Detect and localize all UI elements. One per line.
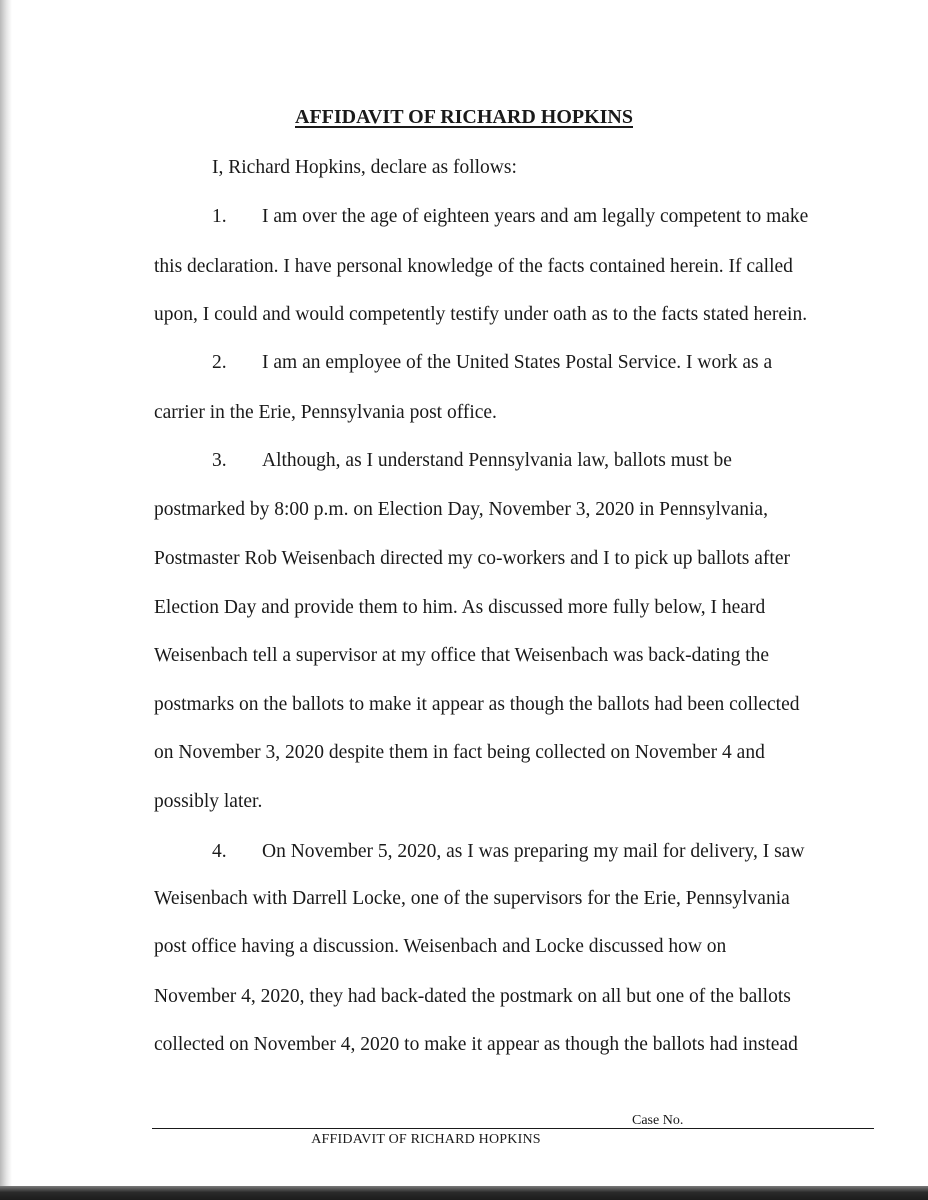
- paragraph-1-line-1: I am over the age of eighteen years and am legally competent to make: [262, 206, 809, 227]
- paragraph-3-line-1: Although, as I understand Pennsylvania law, ballots must be: [262, 450, 732, 471]
- paragraph-number-1: 1.: [212, 206, 227, 227]
- paragraph-3-line-2: postmarked by 8:00 p.m. on Election Day, November 3, 2020 in Pennsylvania,: [154, 499, 768, 520]
- paragraph-4-line-4: November 4, 2020, they had back-dated the postmark on all but one of the ballots: [154, 986, 791, 1007]
- paragraph-4-line-3: post office having a discussion. Weisenbach and Locke discussed how on: [154, 936, 727, 957]
- paragraph-3-line-8: possibly later.: [154, 791, 263, 812]
- paragraph-3-line-5: Weisenbach tell a supervisor at my office that Weisenbach was back-dating the: [154, 645, 770, 666]
- footer-title-text: AFFIDAVIT OF RICHARD HOPKINS: [311, 1132, 541, 1147]
- paragraph-3-line-4: Election Day and provide them to him. As discussed more fully below, I heard: [154, 597, 766, 618]
- paragraph-1-line-3: upon, I could and would competently testify under oath as to the facts stated herein.: [154, 304, 808, 325]
- paragraph-3-line-3: Postmaster Rob Weisenbach directed my co-workers and I to pick up ballots after: [154, 548, 790, 569]
- paragraph-4-line-1: On November 5, 2020, as I was preparing my mail for delivery, I saw: [262, 841, 805, 862]
- page-bottom-edge: [0, 1186, 928, 1200]
- paragraph-2-line-2: carrier in the Erie, Pennsylvania post office.: [154, 402, 497, 423]
- paragraph-3-line-6: postmarks on the ballots to make it appear as though the ballots had been collected: [154, 694, 800, 715]
- paragraph-2-line-1: I am an employee of the United States Postal Service. I work as a: [262, 352, 773, 373]
- paragraph-3-line-7: on November 3, 2020 despite them in fact being collected on November 4 and: [154, 742, 765, 763]
- affidavit-title: [0, 104, 928, 130]
- intro-line: I, Richard Hopkins, declare as follows:: [212, 157, 517, 178]
- paragraph-number-4: 4.: [212, 841, 227, 862]
- paragraph-4-line-2: Weisenbach with Darrell Locke, one of the supervisors for the Erie, Pennsylvania: [154, 888, 790, 909]
- footer-rule: [152, 1128, 874, 1129]
- paragraph-4-line-5: collected on November 4, 2020 to make it appear as though the ballots had instead: [154, 1034, 798, 1055]
- paragraph-number-2: 2.: [212, 352, 227, 373]
- page-left-edge-shadow: [0, 0, 12, 1200]
- paragraph-number-3: 3.: [212, 450, 227, 471]
- paragraph-1-line-2: this declaration. I have personal knowledge of the facts contained herein. If called: [154, 256, 793, 277]
- affidavit-title-text: AFFIDAVIT OF RICHARD HOPKINS: [295, 106, 633, 128]
- footer-case-number-label: Case No.: [632, 1113, 684, 1128]
- footer-title: [0, 1131, 928, 1149]
